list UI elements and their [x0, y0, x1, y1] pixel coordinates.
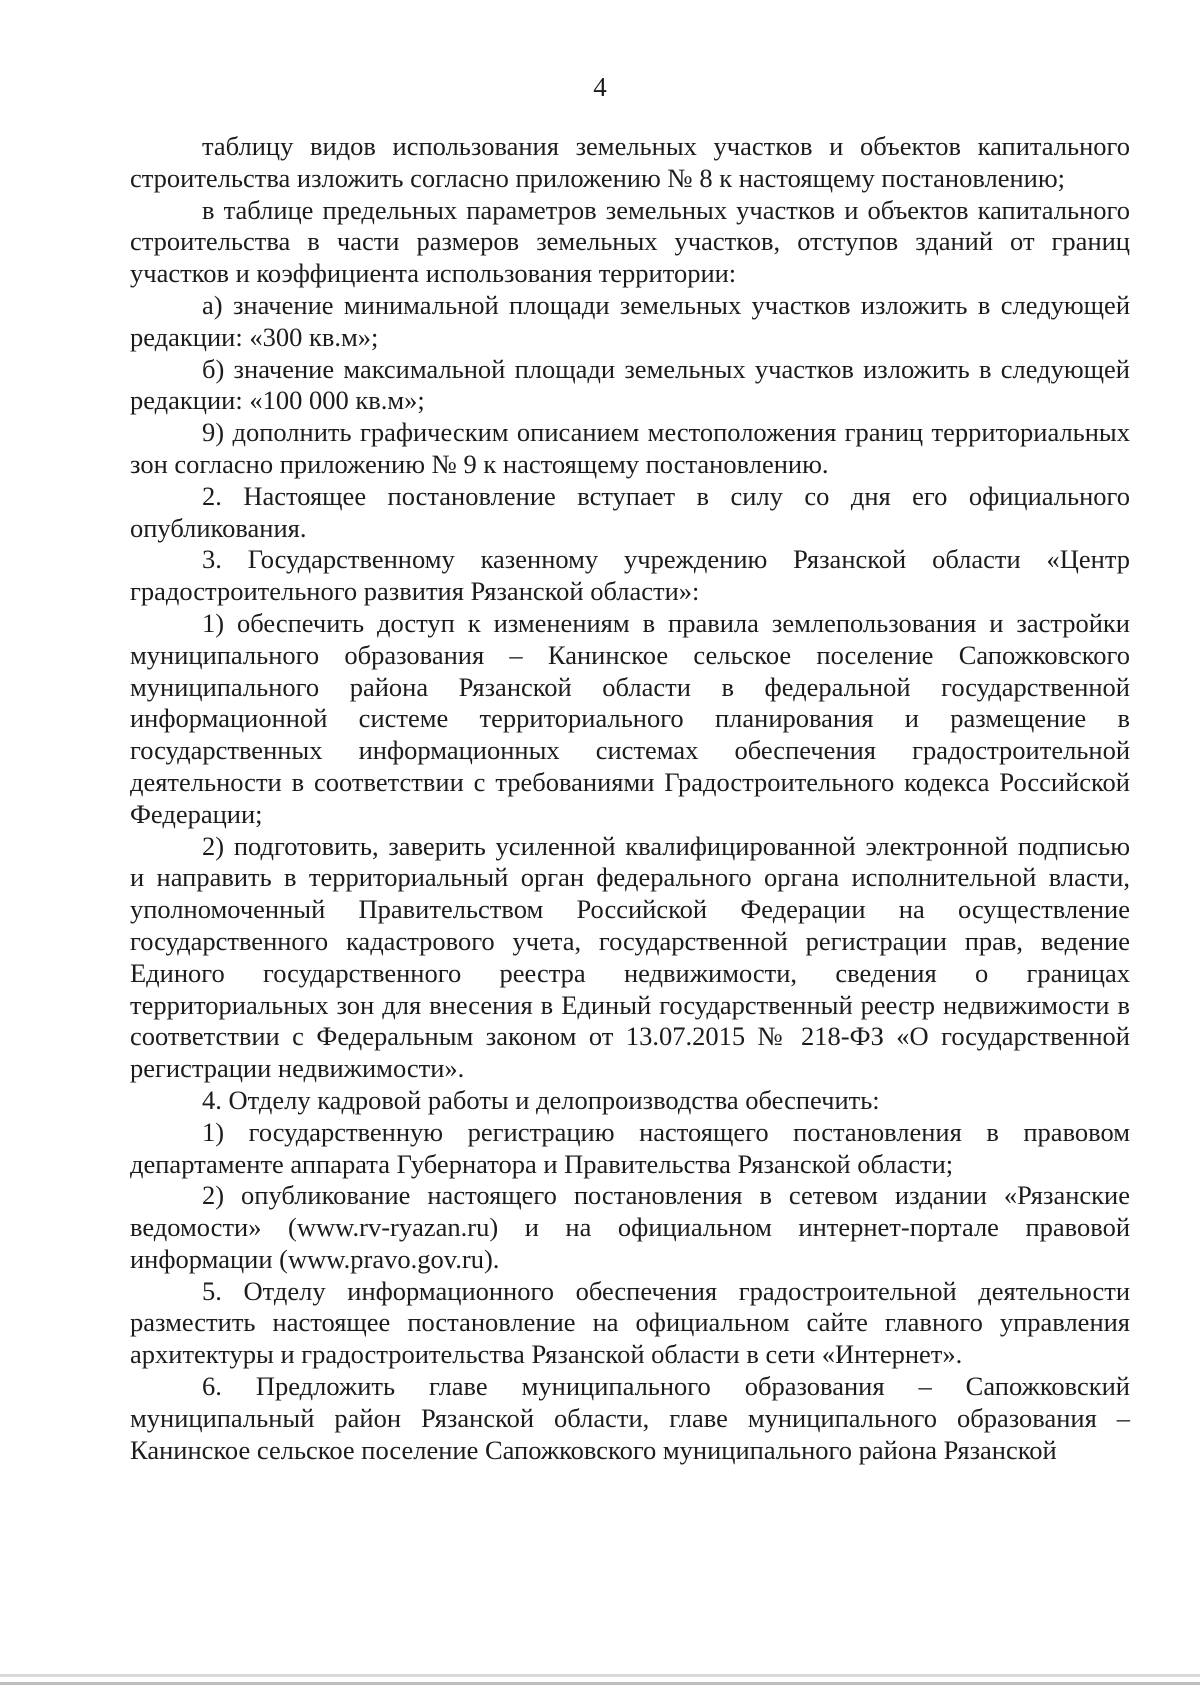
- paragraph-item-3-2: 2) подготовить, заверить усиленной квалифицированной электронной подписью и направить в территориальный орган федерального органа исполнительной власти, уполномоченный Правительством Российской Федерации на осуществление государственного кадастрового учета, государственной регистрации прав, ведение Единого государственного реестра недвижимости, сведения о границах территориальных зон для внесения в Единый государственный реестр недвижимости в соответствии с Федеральным законом от 13.07.2015 № 218-ФЗ «О государственной регистрации недвижимости».: [130, 830, 1130, 1084]
- document-body: [130, 131, 1130, 1466]
- paragraph-item-4-2: 2) опубликование настоящего постановления в сетевом издании «Рязанские ведомости» (www.rv-ryazan.ru) и на официальном интернет-портале правовой информации (www.pravo.gov.ru).: [130, 1180, 1130, 1274]
- paragraph-item-6: 6. Предложить главе муниципального образования – Сапожковский муниципальный район Рязанской области, главе муниципального образования – Канинское сельское поселение Сапожковского муниципального района Рязанской: [130, 1371, 1130, 1465]
- paragraph-item-3: 3. Государственному казенному учреждению Рязанской области «Центр градостроительного развития Рязанской области»:: [130, 544, 1130, 607]
- paragraph-item-5: 5. Отделу информационного обеспечения градостроительной деятельности разместить настоящее постановление на официальном сайте главного управления архитектуры и градостроительства Рязанской области в сети «Интернет».: [130, 1275, 1130, 1370]
- paragraph-table-of-uses: таблицу видов использования земельных участков и объектов капитального строительства изложить согласно приложению № 8 к настоящему постановлению;: [130, 131, 1130, 193]
- paragraph-item-2: 2. Настоящее постановление вступает в силу со дня его официального опубликования.: [130, 480, 1130, 543]
- page-number: 4: [593, 72, 607, 102]
- paragraph-item-3-1: 1) обеспечить доступ к изменениям в правила землепользования и застройки муниципального образования – Канинское сельское поселение Сапожковского муниципального района Рязанской области в федеральной государственной информационной системе территориального планирования и размещение в государственных информационных системах обеспечения градостроительной деятельности в соответствии с требованиями Градостроительного кодекса Российской Федерации;: [130, 607, 1130, 829]
- scan-edge-line: [0, 1674, 1200, 1677]
- scan-edge-line: [0, 1682, 1200, 1685]
- paragraph-item-4-1: 1) государственную регистрацию настоящего постановления в правовом департаменте аппарата Губернатора и Правительства Рязанской области;: [130, 1116, 1130, 1179]
- paragraph-min-area: а) значение минимальной площади земельных участков изложить в следующей редакции: «300 кв.м»;: [130, 289, 1130, 352]
- paragraph-item-4: 4. Отделу кадровой работы и делопроизводства обеспечить:: [202, 1084, 880, 1115]
- paragraph-max-area: б) значение максимальной площади земельных участков изложить в следующей редакции: «100 000 кв.м»;: [130, 353, 1130, 416]
- paragraph-graphic-description: 9) дополнить графическим описанием местоположения границ территориальных зон согласно приложению № 9 к настоящему постановлению.: [130, 417, 1130, 479]
- paragraph-limit-parameters: в таблице предельных параметров земельных участков и объектов капитального строительства в части размеров земельных участков, отступов зданий от границ участков и коэффициента использования территории:: [130, 194, 1130, 289]
